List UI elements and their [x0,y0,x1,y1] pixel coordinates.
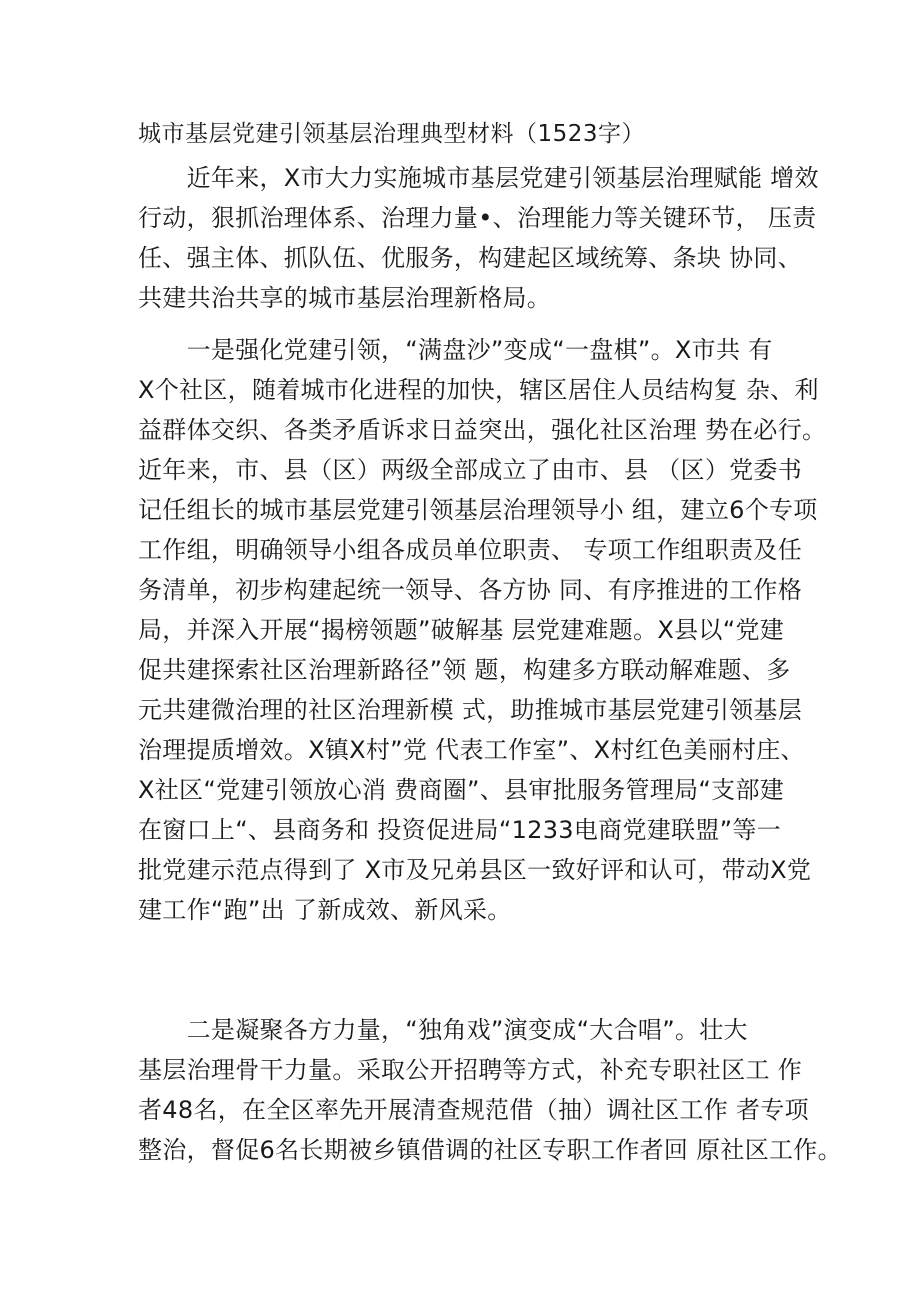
text-line: 在窗口上“、县商务和 投资促进局“1233电商党建联盟”等一 [138,816,782,844]
text-line: 近年来，市、县（区）两级全部成立了由市、县 （区）党委书 [138,456,803,484]
text-line: 工作组，明确领导小组各成员单位职责、 专项工作组职责及任 [138,536,803,564]
paragraph-joint-forces [138,1010,842,1170]
document-title: 城市基层党建引领基层治理典型材料（1523字） [138,121,646,147]
text-line: 者48名，在全区率先开展清查规范借（抽）调社区工作 者专项 [138,1096,809,1124]
paragraph-intro [138,158,818,318]
text-line: X社区“党建引领放心消 费商圈”、县审批服务管理局“支部建 [138,776,785,804]
paragraph-party-leadership [138,330,827,930]
text-line: 局，并深入开展“揭榜领题”破解基 层党建难题。X县以“党建 [138,616,785,644]
text-line: 元共建微治理的社区治理新模 式，助推城市基层党建引领基层 [138,696,803,724]
text-line: 基层治理骨干力量。采取公开招聘等方式，补充专职社区工 作 [138,1056,803,1084]
text-line: 二是凝聚各方力量，“独角戏”演变成“大合唱”。壮大 [138,1016,748,1044]
text-line: 行动，狠抓治理体系、治理力量•、治理能力等关键环节， 压责 [138,204,817,232]
text-line: 促共建探索社区治理新路径”领 题，构建多方联动解难题、多 [138,656,791,684]
text-line: 建工作“跑”出 了新成效、新风采。 [138,896,512,924]
text-line: 益群体交织、各类矛盾诉求日益突出，强化社区治理 势在必行。 [138,416,827,444]
text-line: 近年来，X市大力实施城市基层党建引领基层治理赋能 增效 [138,164,819,192]
text-line: 批党建示范点得到了 X市及兄弟县区一致好评和认可，带动X党 [138,856,812,884]
text-line: 整治，督促6名长期被乡镇借调的社区专职工作者回 原社区工作。 [138,1136,842,1164]
text-line: 一是强化党建引领，“满盘沙”变成“一盘棋”。X市共 有 [138,336,773,364]
text-line: 务清单，初步构建起统一领导、各方协 同、有序推进的工作格 [138,576,803,604]
text-line: X个社区，随着城市化进程的加快，辖区居住人员结构复 杂、利 [138,376,819,404]
text-line: 共建共治共享的城市基层治理新格局。 [138,284,552,312]
text-line: 记任组长的城市基层党建引领基层治理领导小 组，建立6个专项 [138,496,818,524]
text-line: 任、强主体、抓队伍、优服务，构建起区域统筹、条块 协同、 [138,244,803,272]
text-line: 治理提质增效。X镇X村”党 代表工作室”、X村红色美丽村庄、 [138,736,805,764]
